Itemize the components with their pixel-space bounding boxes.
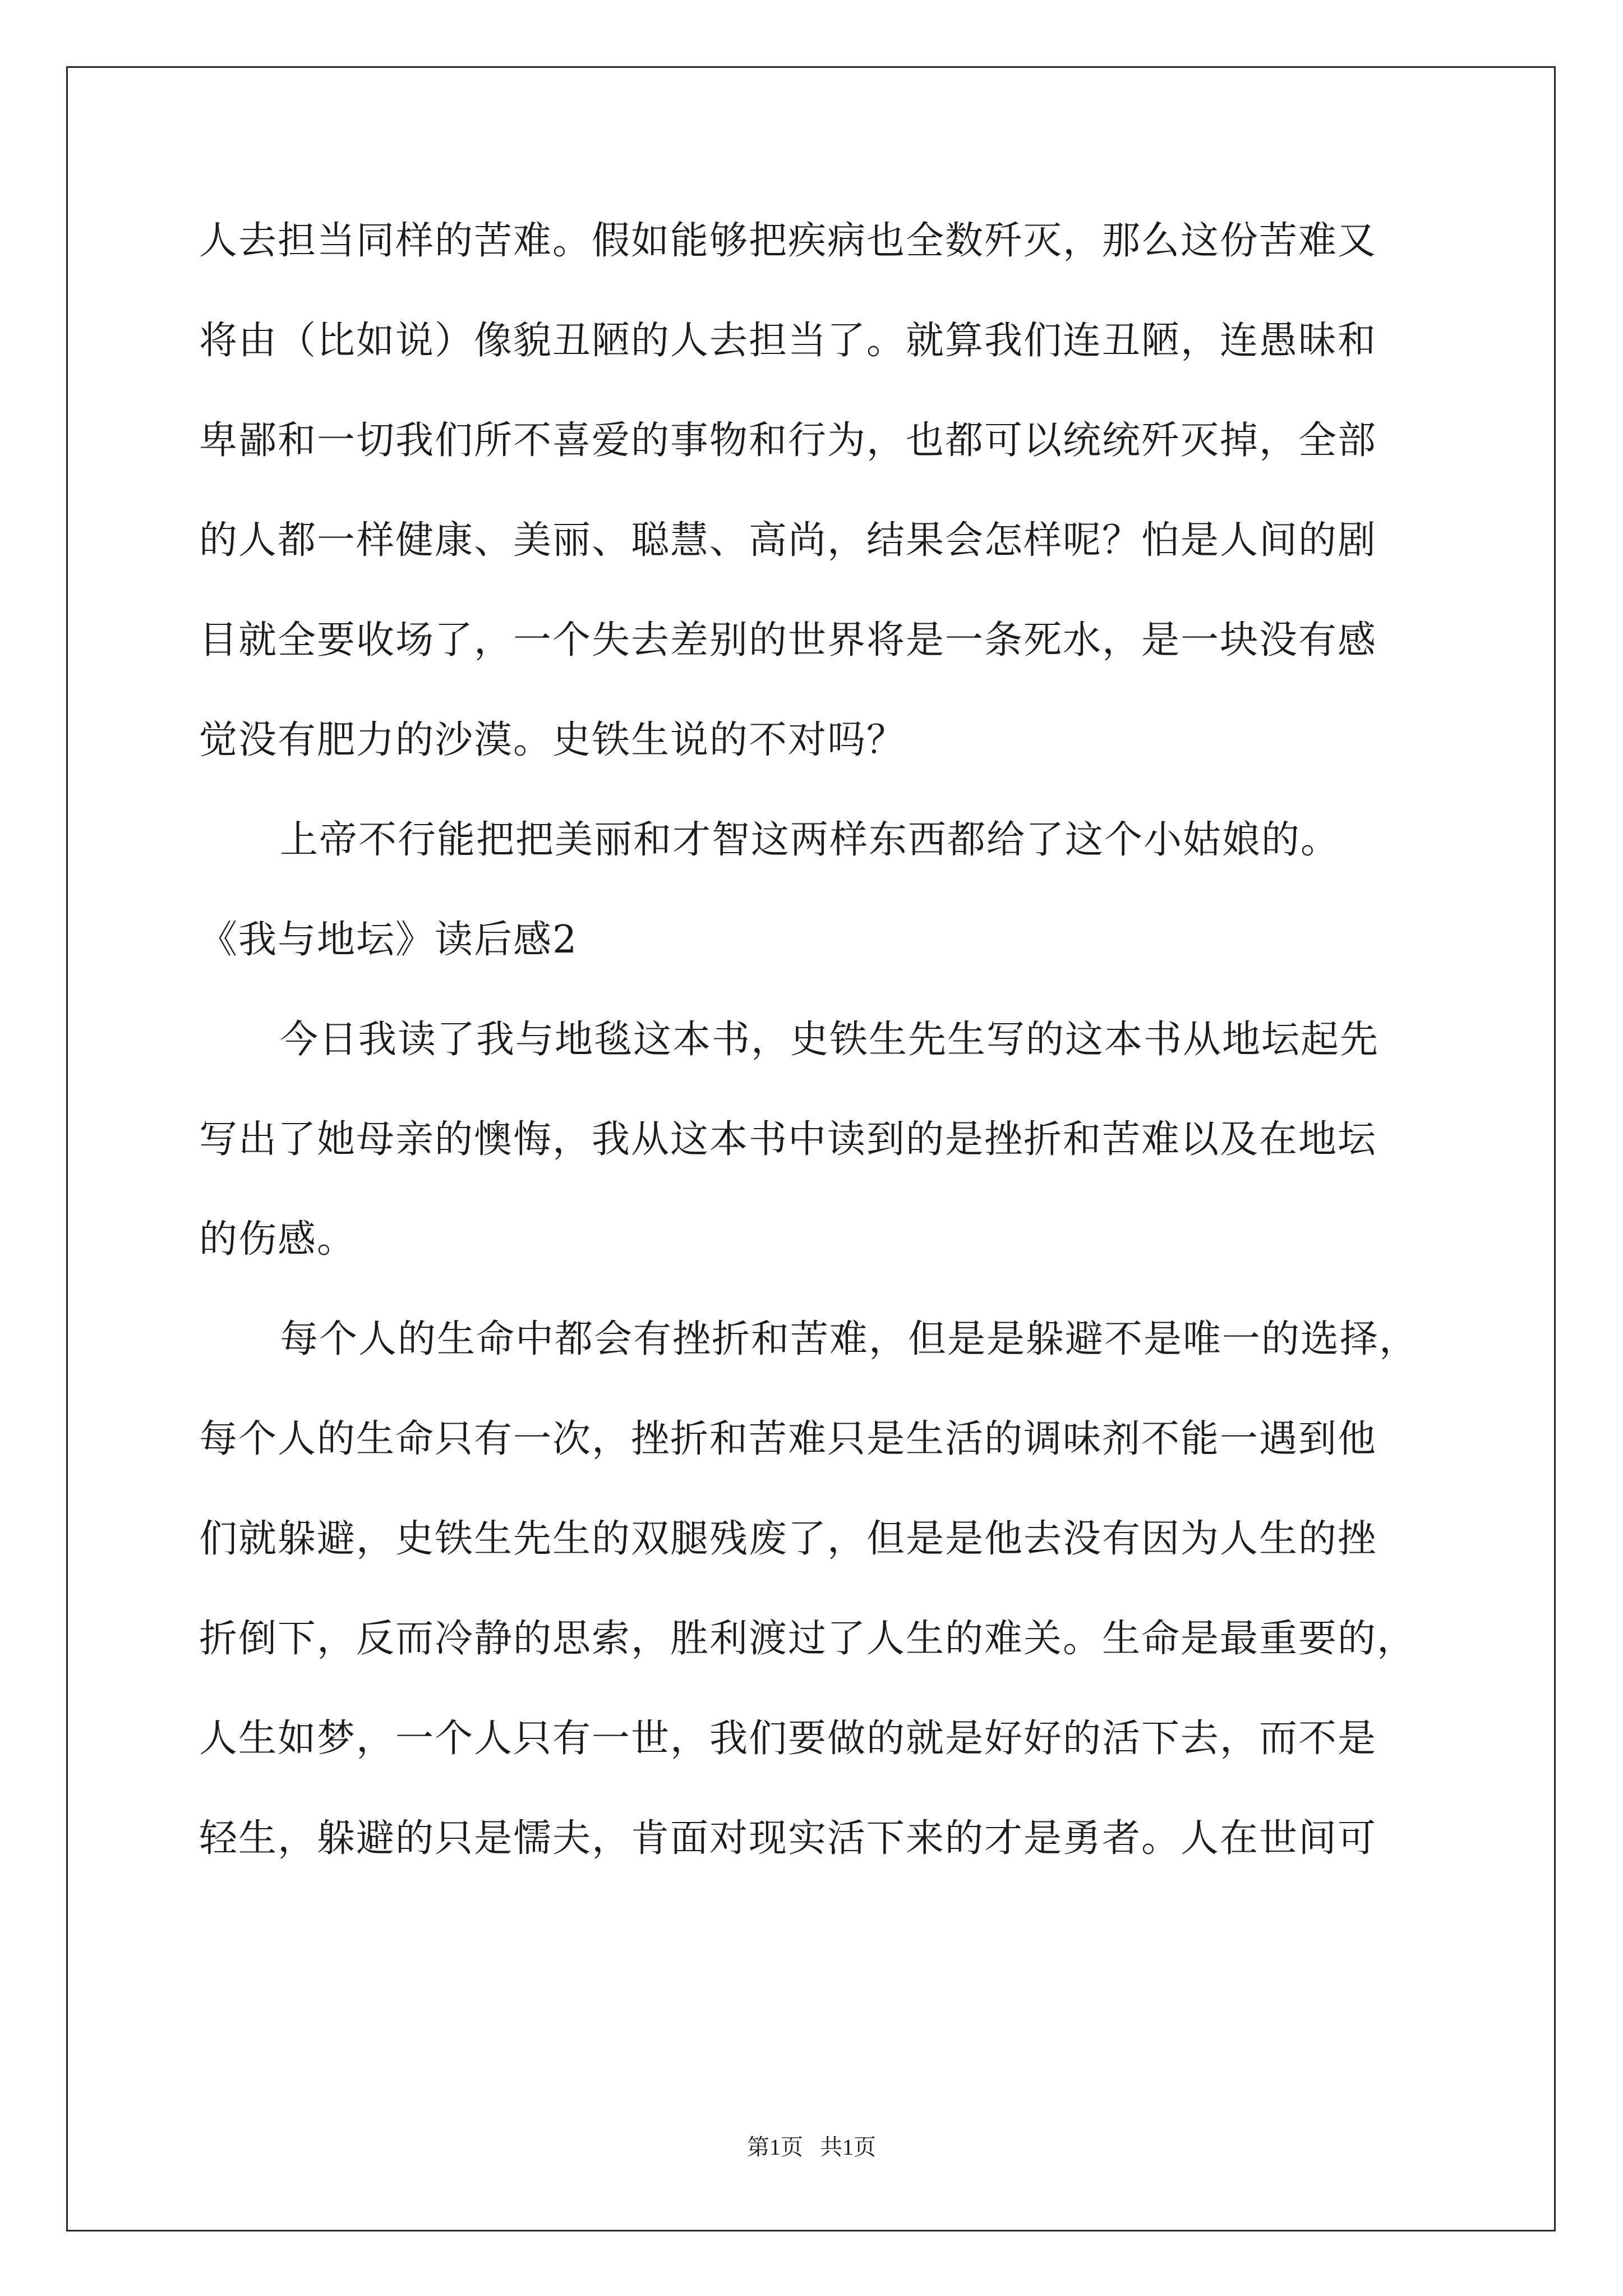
- text-line: 的人都一样健康、美丽、聪慧、高尚，结果会怎样呢？怕是人间的剧: [199, 518, 1377, 563]
- text-line: 人生如梦，一个人只有一世，我们要做的就是好好的活下去，而不是: [199, 1717, 1377, 1761]
- text-line: 折倒下，反而冷静的思索，胜利渡过了人生的难关。生命是最重要的，: [199, 1617, 1417, 1661]
- page-number-footer: 第1页 共1页: [747, 2134, 876, 2160]
- text-line: 将由（比如说）像貌丑陋的人去担当了。就算我们连丑陋，连愚昧和: [199, 319, 1377, 363]
- text-line: 们就躲避，史铁生先生的双腿残废了，但是是他去没有因为人生的挫: [199, 1517, 1377, 1561]
- paragraph-first-line: 上帝不行能把把美丽和才智这两样东西都给了这个小姑娘的。: [280, 818, 1340, 862]
- text-line: 每个人的生命只有一次，挫折和苦难只是生活的调味剂不能一遇到他: [199, 1417, 1377, 1461]
- section-heading: 《我与地坛》读后感2: [199, 918, 578, 962]
- paragraph-first-line: 今日我读了我与地毯这本书，史铁生先生写的这本书从地坛起先: [280, 1018, 1380, 1062]
- text-line: 觉没有肥力的沙漠。史铁生说的不对吗？: [199, 718, 906, 762]
- text-line: 轻生，躲避的只是懦夫，肯面对现实活下来的才是勇者。人在世间可: [199, 1816, 1377, 1861]
- paragraph-first-line: 每个人的生命中都会有挫折和苦难，但是是躲避不是唯一的选择，: [280, 1317, 1419, 1361]
- text-line: 人去担当同样的苦难。假如能够把疾病也全数歼灭，那么这份苦难又: [199, 219, 1377, 263]
- text-line: 写出了她母亲的懊悔，我从这本书中读到的是挫折和苦难以及在地坛: [199, 1117, 1377, 1162]
- text-line: 的伤感。: [199, 1217, 357, 1262]
- text-line: 卑鄙和一切我们所不喜爱的事物和行为，也都可以统统歼灭掉，全部: [199, 418, 1377, 463]
- text-line: 目就全要收场了，一个失去差别的世界将是一条死水，是一块没有感: [199, 618, 1377, 662]
